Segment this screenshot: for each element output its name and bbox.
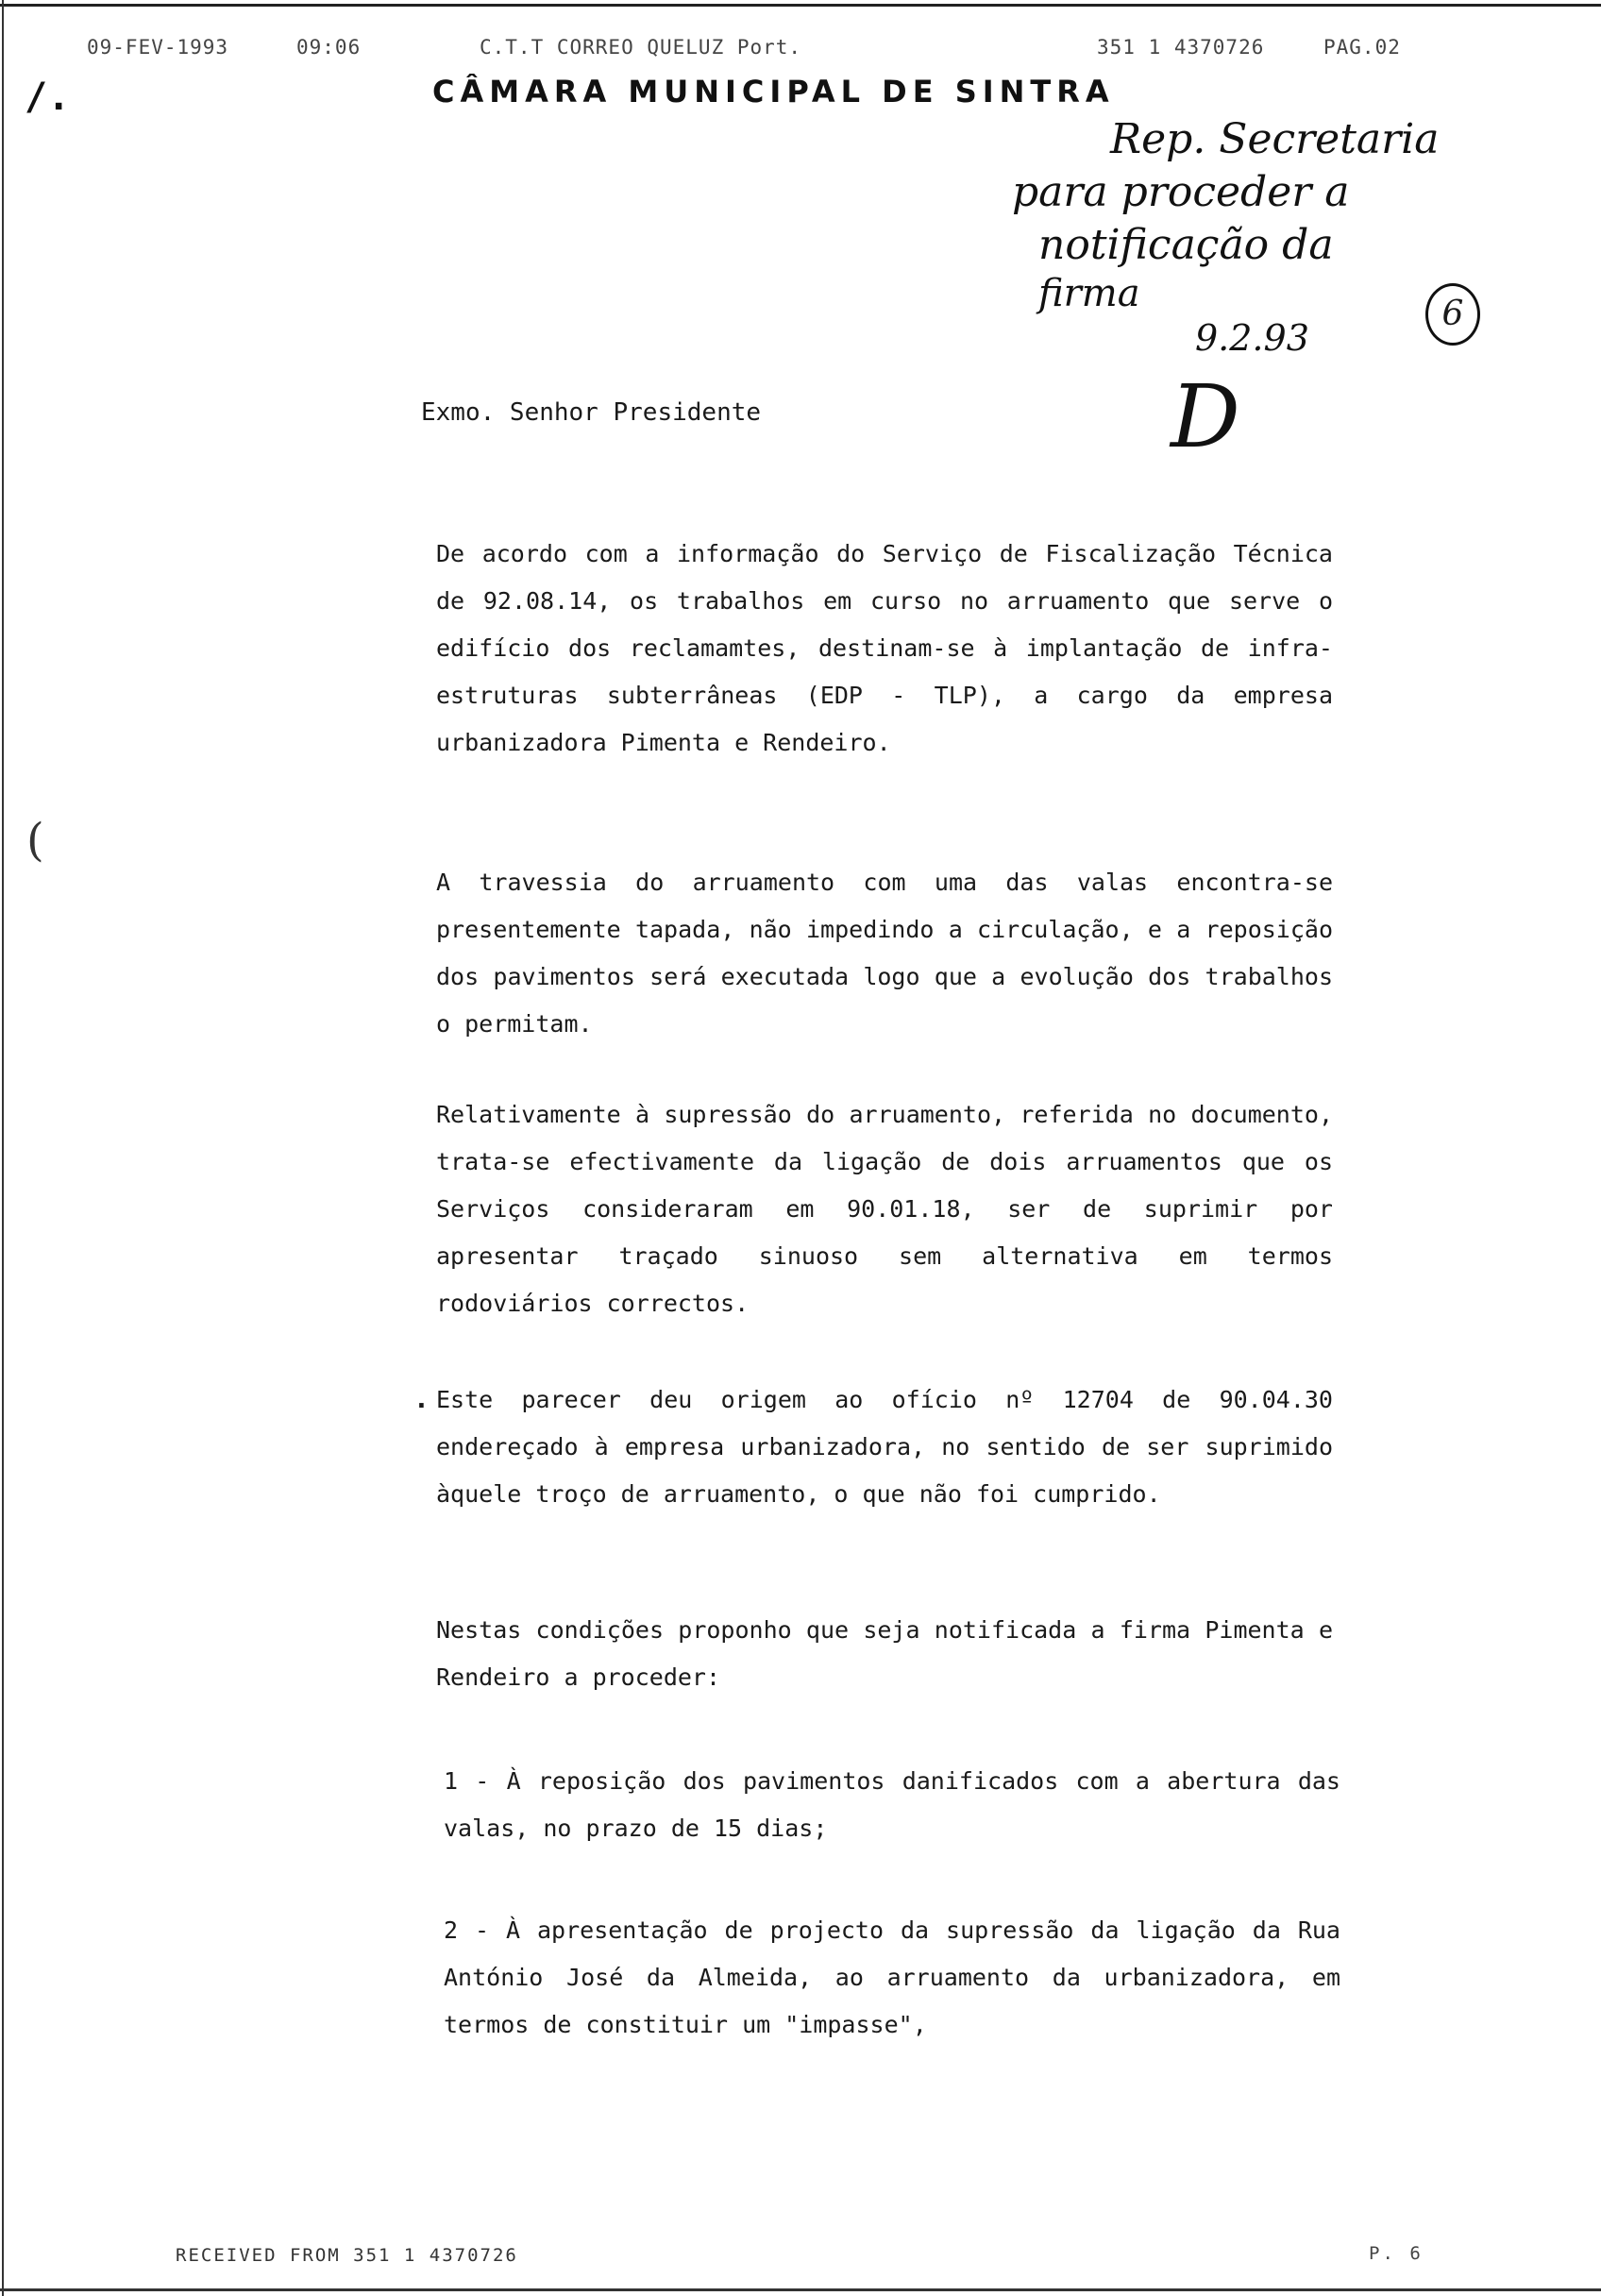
paragraph: A travessia do arruamento com uma das valas encontra-se presentemente tapada, não impedindo a circulação, e a reposição dos pavimentos será executada logo que a evolução dos trabalhos o permitam. [436, 869, 1333, 1038]
page-border-top [0, 4, 1601, 7]
list-item: 2 - À apresentação de projecto da supressão da ligação da Rua António José da Almeida, ao arruamento da urbanizadora, em termos de constituir um "impasse", [444, 1916, 1340, 2038]
paragraph: Este parecer deu origem ao ofício nº 12704 de 90.04.30 endereçado à empresa urbanizadora, no sentido de ser suprimido àquele troço de arruamento, o que não foi cumprido. [436, 1386, 1333, 1508]
fax-page: PAG.02 [1323, 36, 1401, 59]
fax-date: 09-FEV-1993 [87, 36, 229, 59]
circled-number: 6 [1425, 283, 1480, 346]
margin-mark: ( [26, 814, 44, 867]
fax-sender: C.T.T CORREO QUELUZ Port. [480, 36, 802, 59]
salutation: Exmo. Senhor Presidente [421, 398, 762, 427]
handwritten-note-line4: firma [1038, 272, 1140, 315]
paragraph: De acordo com a informação do Serviço de Fiscalização Técnica de 92.08.14, os trabalhos em curso no arruamento que serve o edifício dos reclamamtes, destinam-se à implantação de infra-estruturas subterrâneas (EDP - TLP), a cargo da empresa urbanizadora Pimenta e Rendeiro. [436, 540, 1333, 756]
page-border-left [2, 0, 4, 2296]
list-item: 1 - À reposição dos pavimentos danificados com a abertura das valas, no prazo de 15 dias; [444, 1767, 1340, 1842]
footer-page-number: P. 6 [1369, 2243, 1424, 2264]
fax-time: 09:06 [296, 36, 362, 59]
handwritten-note-line2: para proceder a [1012, 168, 1350, 216]
handwritten-note-line1: Rep. Secretaria [1110, 115, 1440, 163]
corner-mark: /. [25, 76, 71, 119]
paragraph: Relativamente à supressão do arruamento, referida no documento, trata-se efectivamente da ligação de dois arruamentos que os Serviços consideraram em 90.01.18, ser de suprimir por apresentar traçado sinuoso sem alternativa em termos rodoviários correctos. [436, 1101, 1333, 1317]
handwritten-note-line3: notificação da [1038, 221, 1334, 269]
paragraph: Nestas condições proponho que seja notificada a firma Pimenta e Rendeiro a proceder: [436, 1616, 1333, 1691]
handwritten-date: 9.2.93 [1195, 317, 1309, 359]
handwritten-initials: D [1171, 366, 1240, 467]
page-border-bottom [0, 2288, 1601, 2291]
fax-number: 351 1 4370726 [1097, 36, 1265, 59]
fax-footer: RECEIVED FROM 351 1 4370726 [176, 2245, 518, 2266]
bullet-mark: · [413, 1390, 430, 1421]
letterhead: CÂMARA MUNICIPAL DE SINTRA [432, 74, 1115, 110]
